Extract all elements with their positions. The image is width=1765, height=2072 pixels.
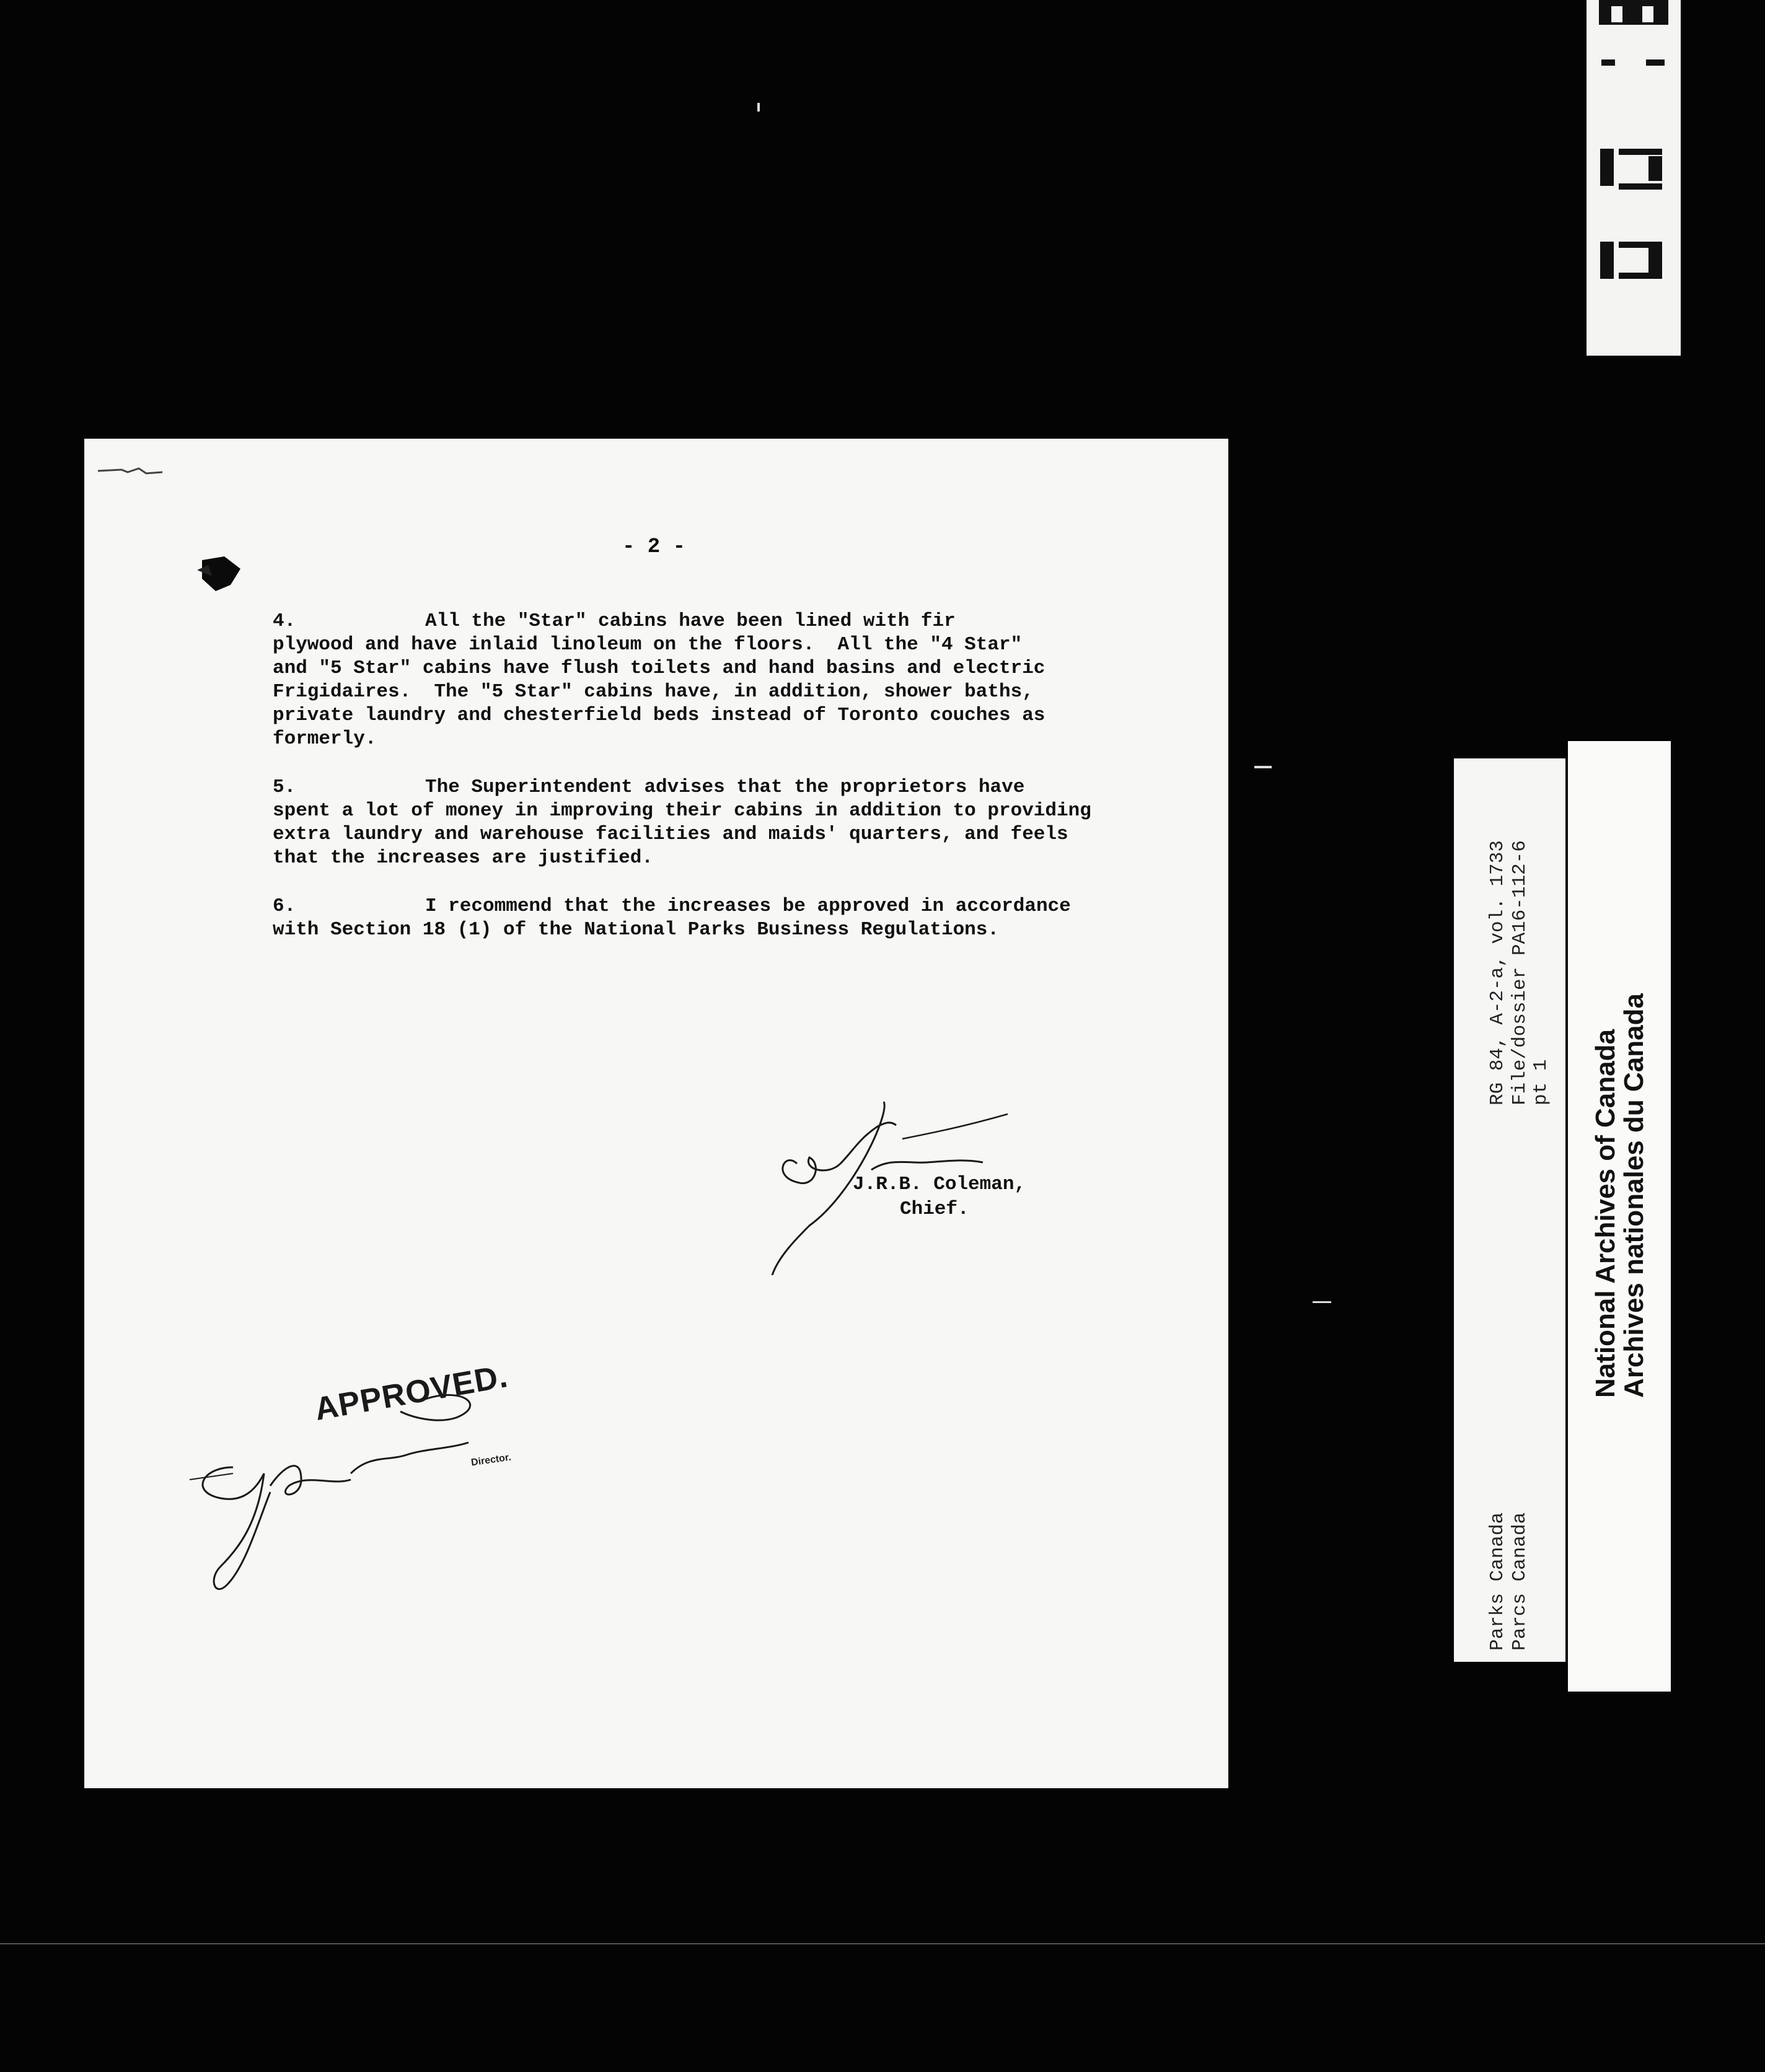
scan-speck <box>757 103 760 112</box>
archive-ref-line5: Parcs Canada <box>1509 1512 1531 1651</box>
archive-reference-label <box>1454 758 1565 1662</box>
microfilm-target-strip <box>1587 0 1681 356</box>
scan-speck <box>1313 1301 1331 1303</box>
paragraph-line: private laundry and chesterfield beds instead of Toronto couches as <box>273 705 1045 726</box>
signer-title: Chief. <box>900 1198 969 1220</box>
target-marks-icon <box>1587 0 1681 356</box>
paragraph-line: plywood and have inlaid linoleum on the floors. All the "4 Star" <box>273 634 1023 656</box>
paragraph-number: 4. <box>273 610 296 632</box>
archive-ref-line1: RG 84, A-2-a, vol. 1733 <box>1487 840 1508 1105</box>
signature-block <box>760 1089 1107 1275</box>
page-number: - 2 - <box>622 535 686 559</box>
scan-speck <box>1254 766 1272 768</box>
paragraph-number: 6. <box>273 895 296 917</box>
archive-ref-line3: pt 1 <box>1530 1059 1552 1105</box>
paragraph-line: 6. I recommend that the increases be approved in accordance <box>273 895 1071 917</box>
paragraph-line: spent a lot of money in improving their cabins in addition to providing <box>273 800 1091 822</box>
director-label: Director. <box>470 1452 512 1468</box>
paragraph-6 <box>273 895 1140 942</box>
ink-blot-marks <box>84 439 289 625</box>
paragraph-line: extra laundry and warehouse facilities and maids' quarters, and feels <box>273 823 1068 845</box>
paragraph-line: formerly. <box>273 728 377 750</box>
paragraph-line: 4. All the "Star" cabins have been lined with fir <box>273 610 956 632</box>
signer-name: J.R.B. Coleman, <box>853 1174 1026 1195</box>
paragraph-5 <box>273 776 1140 870</box>
archive-ref-line2: File/dossier PA16-112-6 <box>1509 840 1531 1105</box>
paragraph-line: with Section 18 (1) of the National Parks Business Regulations. <box>273 919 999 941</box>
paragraph-number: 5. <box>273 776 296 798</box>
paragraph-line: 5. The Superintendent advises that the proprietors have <box>273 776 1025 798</box>
archive-ref-line4: Parks Canada <box>1487 1512 1508 1651</box>
paragraph-line: that the increases are justified. <box>273 847 653 869</box>
national-archives-label <box>1568 741 1671 1692</box>
nac-english: National Archives of Canada <box>1590 1029 1621 1398</box>
letter-page <box>84 439 1228 1788</box>
director-signature <box>165 1362 561 1610</box>
approved-stamp <box>165 1358 561 1610</box>
nac-french: Archives nationales du Canada <box>1619 993 1649 1398</box>
scan-speck <box>0 1943 1765 1944</box>
paragraph-line: Frigidaires. The "5 Star" cabins have, in addition, shower baths, <box>273 681 1034 703</box>
paragraph-4 <box>273 610 1140 751</box>
approved-stamp-text: APPROVED. <box>312 1358 511 1428</box>
paragraph-line: and "5 Star" cabins have flush toilets and hand basins and electric <box>273 657 1045 679</box>
